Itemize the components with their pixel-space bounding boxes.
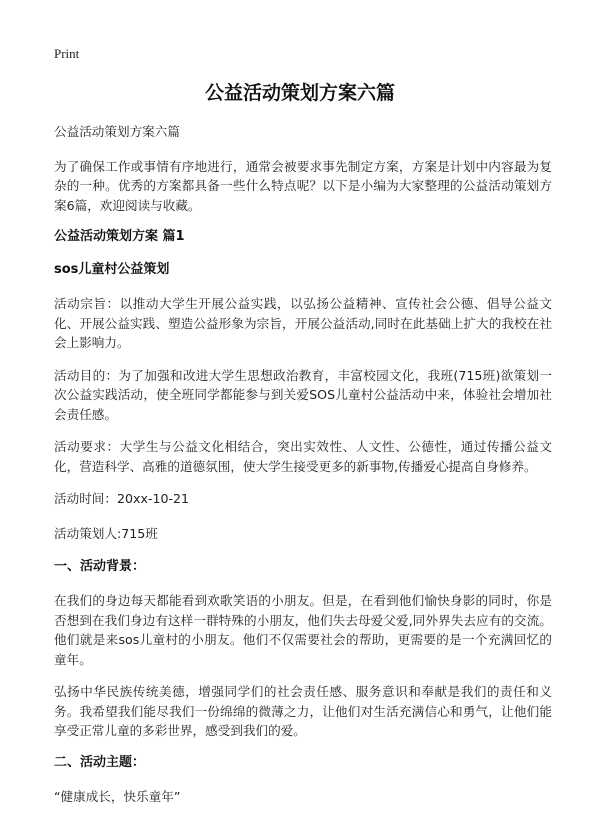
theme-heading: 二、活动主题： bbox=[54, 754, 146, 770]
print-link[interactable]: Print bbox=[54, 46, 80, 61]
goal-paragraph: 活动目的：为了加强和改进大学生思想政治教育，丰富校园文化，我班(715班)欲策划一次公益实践活动，使全班同学都能参与到关爱SOS儿童村公益活动中来，体验社会增加社会责任感。 bbox=[54, 367, 552, 422]
plan-title: sos儿童村公益策划 bbox=[54, 262, 170, 277]
requirements-paragraph: 活动要求：大学生与公益文化相结合，突出实效性、人文性、公德性，通过传播公益文化，营造科学、高雅的道德氛围，使大学生接受更多的新事物,传播爱心提高自身修养。 bbox=[54, 439, 552, 474]
background-paragraph: 在我们的身边每天都能看到欢歌笑语的小朋友。但是，在看到他们愉快身影的同时，你是否想到在我们身边有这样一群特殊的小朋友，他们失去母爱父爱,同外界失去应有的交流。他们就是来sos儿童村的小朋友。他们不仅需要社会的帮助，更需要的是一个充满回忆的童年。 bbox=[54, 593, 552, 667]
document-title: 公益活动策划方案六篇 bbox=[204, 82, 395, 104]
activity-time: 活动时间：20xx-10-21 bbox=[54, 491, 190, 506]
activity-planner: 活动策划人:715班 bbox=[54, 525, 158, 541]
document-body bbox=[54, 122, 552, 819]
purpose-paragraph: 活动宗旨：以推动大学生开展公益实践，以弘扬公益精神、宣传社会公德、倡导公益文化、开展公益实践、塑造公益形象为宗旨，开展公益活动,同时在此基础上扩大的我校在社会上影响力。 bbox=[54, 296, 552, 350]
section-heading: 公益活动策划方案 篇1 bbox=[54, 229, 185, 244]
document-subtitle: 公益活动策划方案六篇 bbox=[54, 124, 180, 139]
theme-text: “健康成长，快乐童年” bbox=[54, 788, 181, 804]
tradition-paragraph: 弘扬中华民族传统美德，增强同学们的社会责任感、服务意识和奉献是我们的责任和义务。我希望我们能尽我们一份绵绵的微薄之力，让他们对生活充满信心和勇气，让他们能享受正常儿童的多彩世界，感受到我们的爱。 bbox=[54, 684, 552, 738]
intro-paragraph: 为了确保工作或事情有序地进行，通常会被要求事先制定方案，方案是计划中内容最为复杂的一种。优秀的方案都具备一些什么特点呢？以下是小编为大家整理的公益活动策划方案6篇，欢迎阅读与收藏。 bbox=[54, 158, 552, 213]
background-heading: 一、活动背景： bbox=[54, 559, 146, 574]
